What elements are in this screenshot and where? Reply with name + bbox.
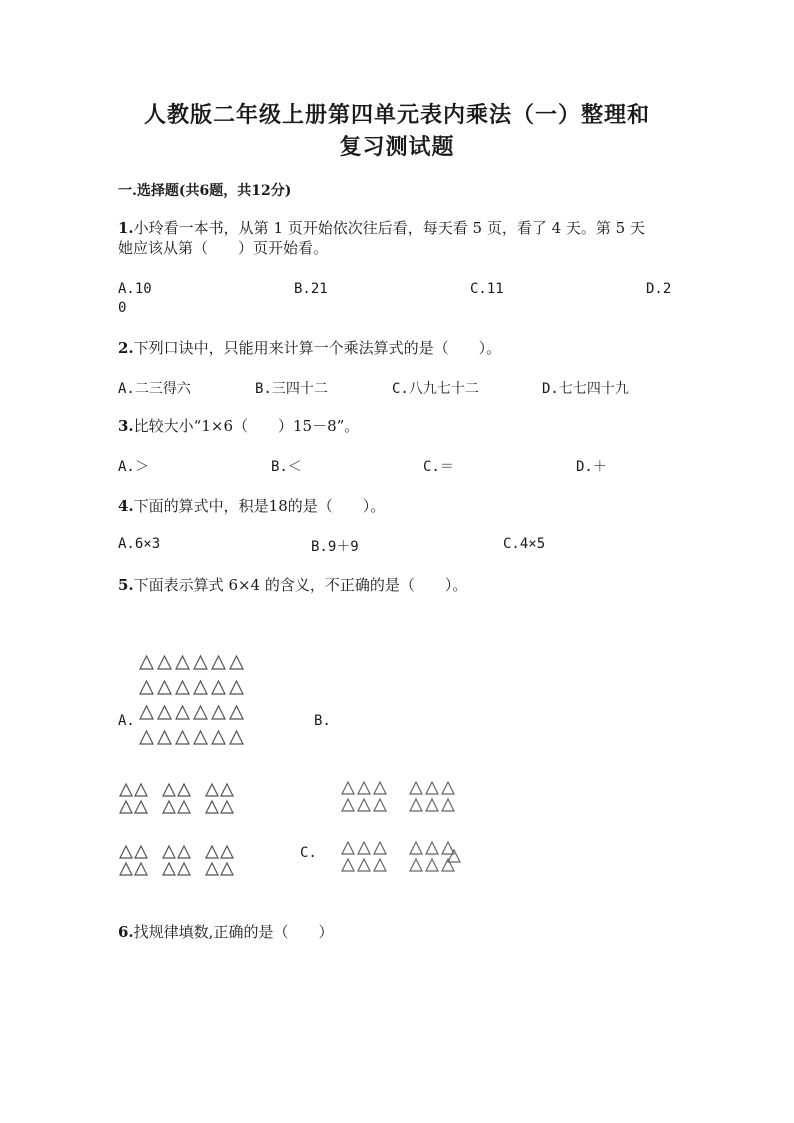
triangle-icon — [442, 799, 454, 811]
question-1 — [118, 218, 645, 258]
triangle-icon — [194, 706, 207, 719]
triangle-icon — [358, 799, 370, 811]
triangle-icon — [374, 859, 386, 871]
triangle-icon — [140, 656, 153, 669]
option-a[interactable]: A.10 — [118, 281, 152, 297]
triangle-icon — [221, 784, 233, 796]
question-4 — [118, 496, 385, 516]
triangle-icon — [342, 799, 354, 811]
page-title-line1: 人教版二年级上册第四单元表内乘法（一）整理和 — [143, 102, 650, 128]
triangle-icon — [206, 846, 218, 858]
question-text: 比较大小“1×6（ ）15－8”。 — [133, 417, 360, 435]
figure-c-triangle-groups — [340, 778, 470, 878]
option-a[interactable]: A.6×3 — [118, 536, 161, 552]
triangle-icon — [442, 782, 454, 794]
triangle-icon — [442, 842, 454, 854]
option-c[interactable]: C.八九七十二 — [392, 381, 479, 397]
triangle-icon — [178, 846, 190, 858]
triangle-icon — [410, 842, 422, 854]
triangle-icon — [120, 784, 132, 796]
triangle-icon — [342, 842, 354, 854]
question-text: 小玲看一本书，从第 1 页开始依次往后看，每天看 5 页，看了 4 天。第 5 天 — [133, 219, 645, 237]
triangle-icon — [135, 801, 147, 813]
triangle-icon — [374, 842, 386, 854]
option-b[interactable]: B.9＋9 — [311, 539, 359, 555]
triangle-icon — [448, 850, 460, 862]
triangle-icon — [163, 863, 175, 875]
option-c[interactable]: C.4×5 — [503, 536, 546, 552]
option-d[interactable]: D.2 — [646, 281, 672, 297]
triangle-icon — [163, 801, 175, 813]
question-number: 3. — [118, 417, 134, 435]
triangle-icon — [410, 782, 422, 794]
triangle-icon — [342, 859, 354, 871]
triangle-icon — [176, 656, 189, 669]
triangle-icon — [178, 801, 190, 813]
option-c-label[interactable]: C. — [300, 845, 317, 861]
option-b[interactable]: B.三四十二 — [255, 381, 328, 397]
triangle-icon — [158, 731, 171, 744]
triangle-icon — [374, 782, 386, 794]
option-a[interactable]: A.二三得六 — [118, 381, 191, 397]
triangle-icon — [194, 656, 207, 669]
page-title-line2: 复习测试题 — [339, 134, 455, 160]
triangle-icon — [194, 731, 207, 744]
question-5 — [118, 575, 467, 595]
triangle-icon — [206, 784, 218, 796]
section-heading: 一.选择题(共6题，共12分) — [118, 183, 292, 199]
option-d[interactable]: D.＋ — [576, 459, 607, 475]
triangle-icon-groups — [118, 780, 248, 880]
question-text: 下面表示算式 6×4 的含义，不正确的是（ ）。 — [133, 576, 468, 594]
triangle-icon-groups-c — [340, 778, 470, 878]
triangle-icon — [358, 782, 370, 794]
option-b[interactable]: B.＜ — [271, 459, 302, 475]
triangle-icon — [135, 863, 147, 875]
triangle-icon — [120, 846, 132, 858]
triangle-icon — [158, 656, 171, 669]
triangle-icon — [426, 782, 438, 794]
question-text-cont: 她应该从第（ ）页开始看。 — [118, 239, 329, 257]
triangle-icon — [206, 863, 218, 875]
triangle-icon — [140, 731, 153, 744]
triangle-icon — [178, 784, 190, 796]
triangle-icon — [342, 782, 354, 794]
triangle-icon — [426, 842, 438, 854]
triangle-icon — [135, 784, 147, 796]
option-b[interactable]: B.21 — [294, 281, 328, 297]
triangle-icon — [120, 801, 132, 813]
question-number: 6. — [118, 923, 134, 941]
question-3 — [118, 416, 359, 436]
triangle-icon — [194, 681, 207, 694]
question-text: 找规律填数,正确的是（ ） — [133, 923, 334, 941]
question-number: 1. — [118, 219, 134, 237]
triangle-icon — [212, 731, 225, 744]
triangle-icon — [120, 863, 132, 875]
question-number: 5. — [118, 576, 134, 594]
triangle-icon — [212, 706, 225, 719]
triangle-icon — [374, 799, 386, 811]
triangle-icon — [426, 799, 438, 811]
triangle-icon — [230, 681, 243, 694]
triangle-icon — [358, 859, 370, 871]
triangle-icon — [176, 731, 189, 744]
triangle-icon — [230, 706, 243, 719]
triangle-icon — [163, 784, 175, 796]
triangle-icon — [176, 706, 189, 719]
triangle-icon — [140, 706, 153, 719]
option-d[interactable]: D.七七四十九 — [542, 381, 629, 397]
figure-a-triangle-grid — [138, 652, 258, 752]
question-text: 下面的算式中，积是18的是（ ）。 — [133, 497, 386, 515]
question-number: 4. — [118, 497, 134, 515]
triangle-icon — [221, 846, 233, 858]
triangle-icon — [410, 799, 422, 811]
triangle-icon — [140, 681, 153, 694]
triangle-icon — [135, 846, 147, 858]
option-a[interactable]: A.＞ — [118, 459, 149, 475]
triangle-icon — [158, 706, 171, 719]
triangle-icon — [230, 731, 243, 744]
triangle-icon-grid — [138, 652, 258, 752]
triangle-icon — [163, 846, 175, 858]
triangle-icon — [221, 801, 233, 813]
triangle-icon — [176, 681, 189, 694]
question-text: 下列口诀中，只能用来计算一个乘法算式的是（ ）。 — [133, 339, 502, 357]
option-c[interactable]: C.＝ — [423, 459, 454, 475]
triangle-icon — [158, 681, 171, 694]
option-c[interactable]: C.11 — [470, 281, 504, 297]
triangle-icon — [221, 863, 233, 875]
triangle-icon — [178, 863, 190, 875]
triangle-icon — [212, 656, 225, 669]
question-number: 2. — [118, 339, 134, 357]
triangle-icon — [426, 859, 438, 871]
triangle-icon — [206, 801, 218, 813]
option-b-label[interactable]: B. — [314, 713, 331, 729]
triangle-icon — [212, 681, 225, 694]
figure-b-triangle-groups — [118, 780, 248, 880]
option-a-label[interactable]: A. — [118, 713, 135, 729]
option-d-wrap: 0 — [118, 300, 127, 316]
triangle-icon — [230, 656, 243, 669]
question-2 — [118, 338, 501, 358]
question-6 — [118, 922, 333, 942]
triangle-icon — [358, 842, 370, 854]
triangle-icon — [410, 859, 422, 871]
